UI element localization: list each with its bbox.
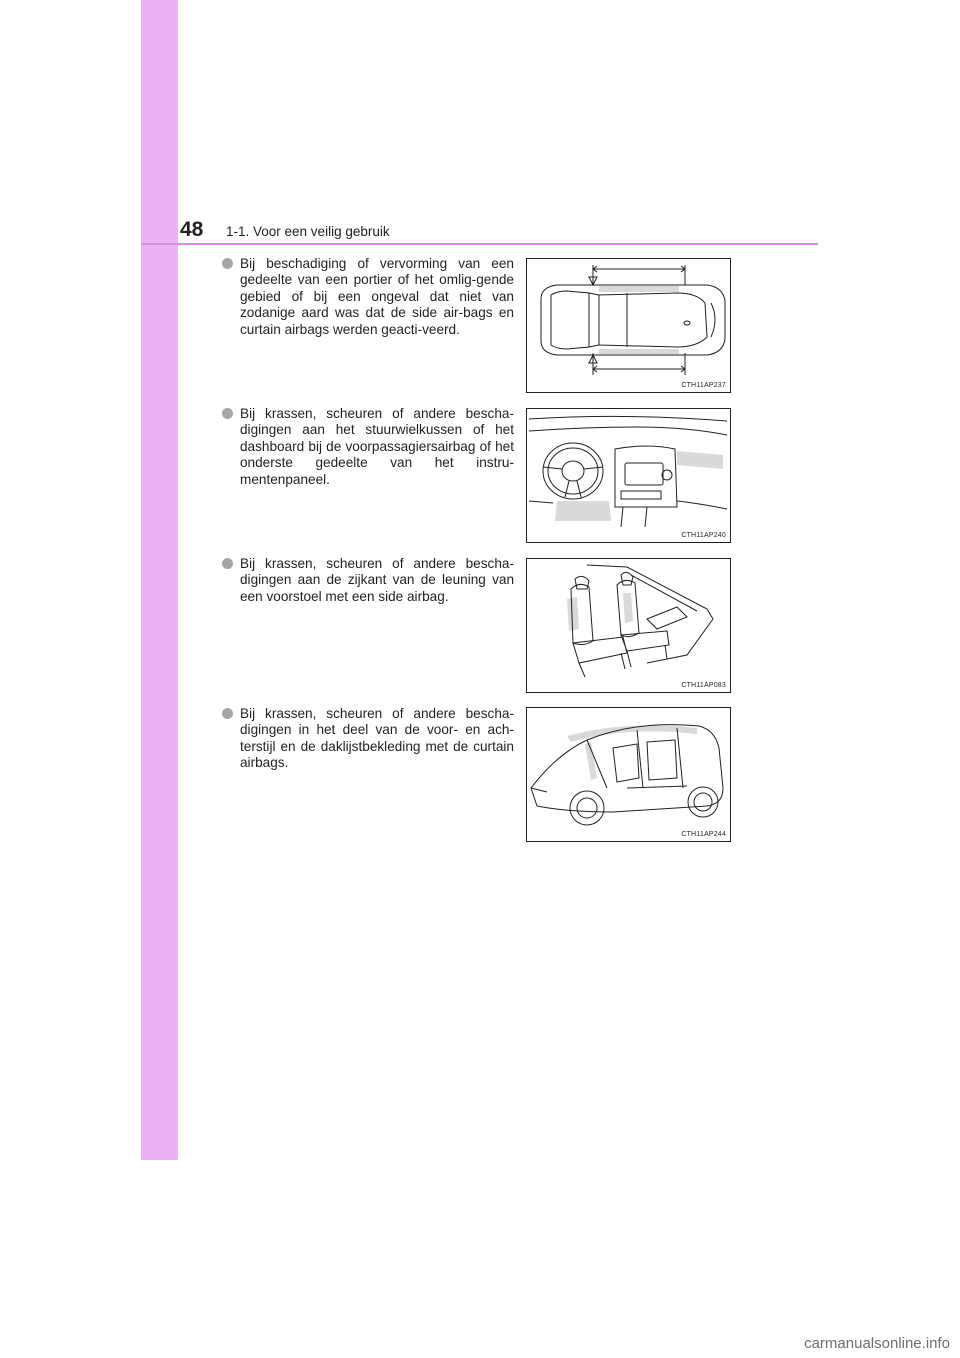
list-item: [222, 256, 514, 338]
list-item: [222, 556, 514, 605]
item-text: Bij krassen, scheuren of andere bescha-digingen aan het stuurwielkussen of het dashboard bij de voorpassagiersairbag of het onderste gedeelte van het instru-mentenpaneel.: [240, 406, 514, 487]
bullet-icon: [222, 258, 233, 269]
section-title: 1-1. Voor een veilig gebruik: [226, 224, 390, 239]
bullet-icon: [222, 558, 233, 569]
page-number: 48: [180, 218, 204, 241]
figure-code: CTH11AP244: [681, 831, 726, 838]
list-item: [222, 406, 514, 488]
figure-code: CTH11AP240: [681, 532, 726, 539]
list-item: [222, 706, 514, 772]
header-divider: [141, 243, 818, 245]
item-text: Bij beschadiging of vervorming van een gedeelte van een portier of het omlig-gende gebied of bij een ongeval dat niet van zodanige aard was dat de side air-bags en curtain airbags werden geacti-veerd.: [240, 256, 514, 337]
car-top-view-illustration: [527, 259, 730, 379]
figure-code: CTH11AP237: [681, 382, 726, 389]
front-seats-illustration: [527, 559, 730, 679]
figure-code: CTH11AP083: [681, 682, 726, 689]
item-text: Bij krassen, scheuren of andere bescha-digingen aan de zijkant van de leuning van een voorstoel met een side airbag.: [240, 556, 514, 604]
figure-pillars-roof: [526, 707, 731, 842]
car-side-open-illustration: [527, 708, 730, 828]
figure-dashboard: [526, 408, 731, 543]
watermark: carmanualsonline.info: [804, 1335, 950, 1352]
figure-door-area: [526, 258, 731, 393]
dashboard-illustration: [527, 409, 730, 529]
bullet-icon: [222, 708, 233, 719]
section-tab-bar: [141, 0, 178, 1160]
figure-front-seats: [526, 558, 731, 693]
bullet-icon: [222, 408, 233, 419]
item-text: Bij krassen, scheuren of andere bescha-digingen in het deel van de voor- en ach-terstijl en de daklijstbekleding met de curtain airbags.: [240, 706, 514, 771]
